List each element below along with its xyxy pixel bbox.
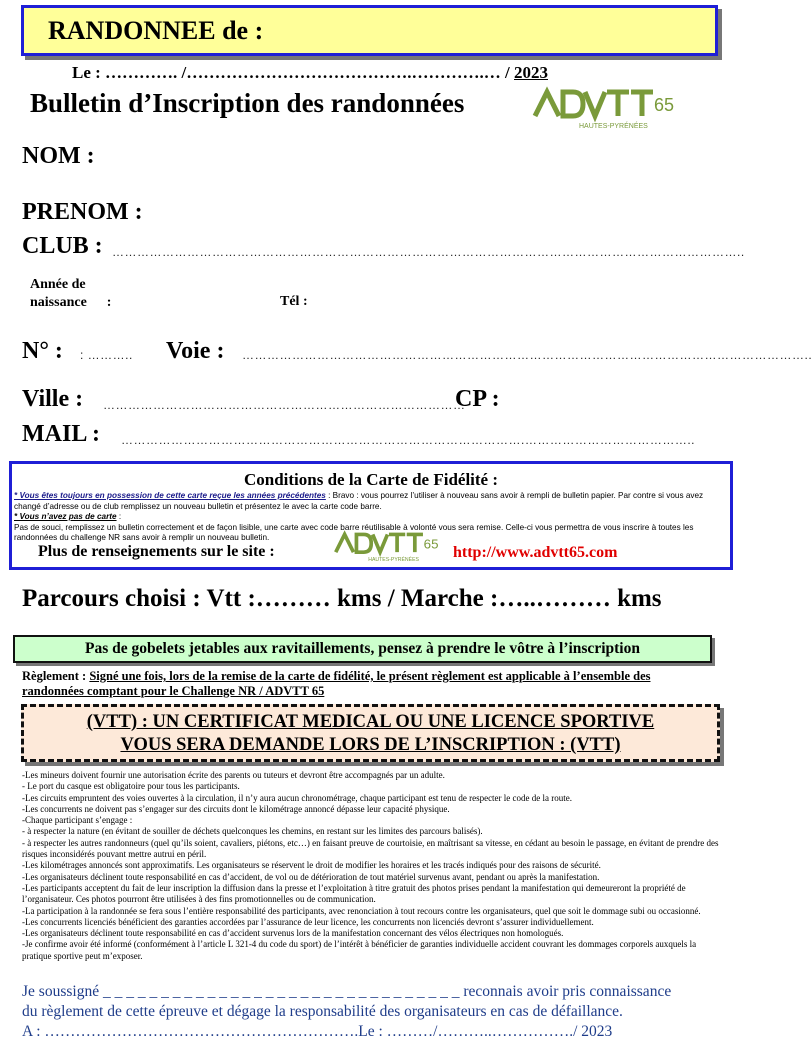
- cp-label: CP :: [455, 386, 500, 412]
- medical-notice-line1: (VTT) : UN CERTIFICAT MEDICAL OU UNE LICENCE SPORTIVE: [86, 712, 655, 732]
- rules-list: [22, 770, 726, 962]
- ville-field[interactable]: ……………………………………………………………………………: [103, 398, 466, 412]
- birth-year-label-line1: Année de: [30, 277, 86, 292]
- bulletin-title: Bulletin d’Inscription des randonnées: [30, 88, 465, 118]
- ville-label: Ville :: [22, 386, 84, 412]
- numero-field[interactable]: : ………..: [80, 348, 133, 362]
- advtt65-logo: [533, 86, 673, 132]
- rule-item: -Les kilométrages annoncés sont approximatifs. Les organisateurs se réservent le droit de modifier les horaires et les tracés indiqués pour des raisons de sécurité.: [22, 860, 601, 871]
- prenom-label: PRENOM :: [22, 199, 143, 225]
- numero-label: N° :: [22, 338, 63, 364]
- rule-item: -Les concurrents ne doivent pas s’engager sur des circuits dont le kilométrage annoncé dépasse leur capacité physique.: [22, 803, 450, 814]
- rule-item: -Chaque participant s’engage :: [22, 815, 133, 826]
- loyalty-card-para2: * Vous n’avez pas de carte :: [14, 512, 122, 521]
- date-line: [72, 63, 548, 83]
- regulation-lead: Règlement :: [22, 669, 90, 683]
- event-title-box: [21, 5, 718, 56]
- rule-item: -Les organisateurs déclinent toute responsabilité en cas d’accident, de vol ou de détérioration de tout matériel survenus avant, pendant ou après la manifestation.: [22, 871, 600, 882]
- advtt65-logo-small: [334, 530, 438, 564]
- date-line-year: 2023: [514, 63, 548, 82]
- rule-item: -Les circuits empruntent des voies ouvertes à la circulation, il n’y aura aucun chronométrage, chaque participant est tenu de respecter le code de la route.: [22, 792, 573, 803]
- birth-year-label-line2: naissance :: [30, 295, 112, 310]
- loyalty-card-box: [9, 461, 733, 570]
- svg-text:65: 65: [423, 536, 439, 552]
- rule-item: - à respecter la nature (en évitant de souiller de déchets quelconques les chemins, en restant sur les limites des parcours balisés).: [22, 826, 483, 837]
- signature-line2: du règlement de cette épreuve et dégage la responsabilité des organisateurs en cas de défaillance.: [22, 1003, 623, 1020]
- cups-notice: Pas de gobelets jetables aux ravitaillements, pensez à prendre le vôtre à l’inscription: [13, 635, 712, 663]
- rule-item: -La participation à la randonnée se fera sous l’entière responsabilité des participants, avec renonciation à tout recours contre les organisateurs, quel que soit le dommage subi ou occasionné.: [22, 905, 701, 916]
- mail-label: MAIL :: [22, 421, 100, 447]
- rule-item: -Je confirme avoir été informé (conformément à l’article L 321-4 du code du sport) de l’intérêt à bénéficier de garanties individuelle accident couvrant les dommages corporels auxquels la pratique sportive peut m’exposer.: [22, 939, 697, 961]
- regulation-intro: [22, 669, 712, 699]
- event-title: RANDONNEE de :: [48, 16, 264, 45]
- club-field[interactable]: ……………………………………………………………………………………………………………………………………..: [112, 245, 745, 259]
- rule-item: -Les organisateurs déclinent toute responsabilité en cas d’accident survenus lors de la manifestation concernant des vélos électriques non homologués.: [22, 928, 564, 939]
- website-link[interactable]: http://www.advtt65.com: [453, 544, 618, 561]
- signature-line3[interactable]: A : …………………………………………………….Le : ………/………..……………./ 2023: [22, 1023, 613, 1040]
- club-label: CLUB :: [22, 233, 103, 259]
- rule-item: - à respecter les autres randonneurs (quel qu’ils soient, cavaliers, piétons, etc…) en faisant preuve de courtoisie, en maîtrisant sa vitesse, en cédant au besoin le passage, en évitant de prendre des risques inconsidérés pouvant mettre autrui en péril.: [22, 837, 719, 860]
- rule-item: -Les participants acceptent du fait de leur inscription la diffusion dans la presse et l’exploitation à titre gratuit des photos prises pendant la manifestation qui demeureront la propriété de l’organisateur. Ces photos pourront être utilisées à des fins promotionnelles ou de communication.: [22, 882, 686, 905]
- loyalty-card-para3: Pas de souci, remplissez un bulletin correctement et de façon lisible, une carte avec code barre réutilisable à volonté vous sera remise. Celle-ci vous permettra de vous inscrire à toutes les randonnées du challenge NR sans avoir à remplir un nouveau bulletin.: [14, 522, 694, 542]
- nom-label: NOM :: [22, 143, 95, 169]
- medical-certificate-notice: [21, 704, 720, 762]
- rule-item: -Les mineurs doivent fournir une autorisation écrite des parents ou tuteurs et devront être accompagnés par un adulte.: [22, 770, 445, 780]
- birth-year-label: [30, 276, 111, 312]
- rule-item: - Le port du casque est obligatoire pour tous les participants.: [22, 781, 240, 792]
- medical-notice-line2: VOUS SERA DEMANDE LORS DE L’INSCRIPTION : (VTT): [120, 735, 621, 755]
- more-info-label: Plus de renseignements sur le site :: [38, 543, 275, 560]
- signature-line1[interactable]: Je soussigné _ _ _ _ _ _ _ _ _ _ _ _ _ _ _ _ _ _ _ _ _ _ _ _ _ _ _ _ _ _ _ reconnais avoir pris connaissance: [22, 983, 672, 1000]
- date-line-text: Le : …………. /………………………………….………….… /: [72, 63, 514, 82]
- mail-field[interactable]: …………………………………………………………………………………….…………………………………..: [121, 433, 696, 447]
- loyalty-card-para1: * Vous êtes toujours en possession de cette carte reçue les années précédentes : Bravo : vous pourrez l’utiliser à nouveau sans avoir à rempli de bulletin papier. Par contre si vous avez changé d’adresse ou de club remplissez un nouveau bulletin et présentez le avec la carte code barre.: [14, 491, 704, 511]
- voie-label: Voie :: [166, 338, 225, 364]
- svg-text:HAUTES-PYRÉNÉES: HAUTES-PYRÉNÉES: [368, 557, 419, 564]
- signature-block: [22, 982, 734, 1042]
- route-choice: Parcours choisi : Vtt :……… kms / Marche :…..……… kms: [22, 585, 662, 612]
- svg-text:HAUTES-PYRÉNÉES: HAUTES-PYRÉNÉES: [579, 123, 648, 130]
- loyalty-card-title: Conditions de la Carte de Fidélité :: [243, 470, 499, 489]
- advtt65-logo-small-icon: [334, 530, 438, 564]
- rule-item: -Les concurrents licenciés bénéficient des garanties accordées par l’assurance de leur licence, les concurrents non licenciés devront s’assurer individuellement.: [22, 916, 594, 927]
- svg-text:65: 65: [654, 95, 675, 115]
- regulation-text: Signé une fois, lors de la remise de la carte de fidélité, le présent règlement est applicable à l’ensemble des randonnées comptant pour le Challenge NR / ADVTT 65: [22, 669, 651, 698]
- voie-field[interactable]: ………………………………………………………………………………………………………………………..: [242, 348, 812, 362]
- advtt65-logo-icon: [533, 86, 673, 132]
- tel-label: Tél :: [280, 294, 308, 309]
